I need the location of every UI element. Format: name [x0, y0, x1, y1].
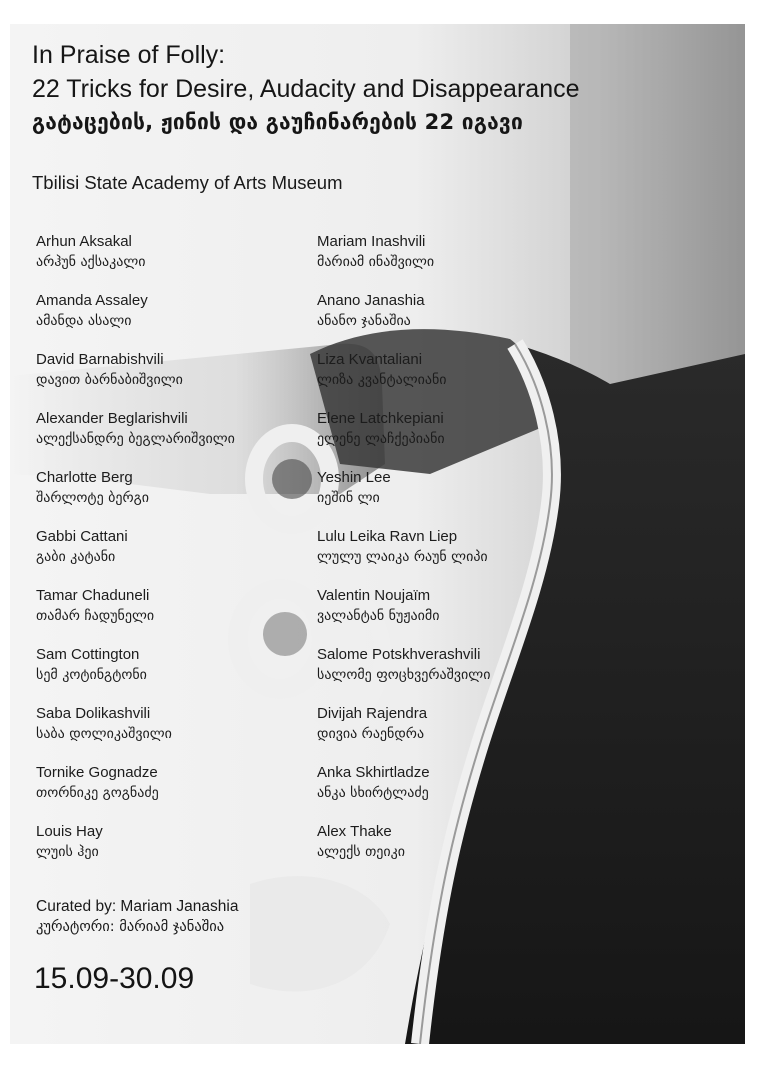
- artist-name-en: Anka Skhirtladze: [317, 764, 430, 781]
- title-line-1: In Praise of Folly:: [32, 41, 226, 69]
- artist-name-en: Louis Hay: [36, 823, 103, 840]
- artist-name-ka: გაბი კატანი: [36, 549, 116, 565]
- artist-name-ka: ელენე ლაჩქეპიანი: [317, 431, 445, 447]
- artist-name-ka: ალექსანდრე ბეგლარიშვილი: [36, 431, 235, 447]
- artist-name-en: Saba Dolikashvili: [36, 705, 151, 722]
- venue: Tbilisi State Academy of Arts Museum: [32, 172, 343, 193]
- artist-name-ka: არჰუნ აქსაკალი: [36, 254, 146, 270]
- artist-entry: [36, 468, 235, 527]
- exhibition-poster: [10, 24, 745, 1044]
- artist-entry: [317, 409, 490, 468]
- artist-name-ka: სალომე ფოცხვერაშვილი: [317, 667, 491, 683]
- artist-name-en: Arhun Aksakal: [36, 233, 132, 250]
- artist-entry: [317, 645, 490, 704]
- artist-name-ka: შარლოტე ბერგი: [36, 490, 150, 506]
- artist-name-en: Tamar Chaduneli: [36, 587, 150, 604]
- artist-name-en: Mariam Inashvili: [317, 233, 426, 250]
- artist-entry: [317, 763, 490, 822]
- artist-entry: [317, 822, 490, 881]
- artist-entry: [36, 527, 235, 586]
- artist-name-en: Charlotte Berg: [36, 469, 133, 486]
- artist-name-en: Alexander Beglarishvili: [36, 410, 188, 427]
- artist-entry: [36, 291, 235, 350]
- curator-ka: კურატორი: მარიამ ჯანაშია: [36, 919, 225, 935]
- artist-name-en: Valentin Noujaïm: [317, 587, 431, 604]
- artist-entry: [36, 763, 235, 822]
- artist-name-en: Tornike Gognadze: [36, 764, 158, 781]
- artist-name-en: Lulu Leika Ravn Liep: [317, 528, 458, 545]
- title-georgian: გატაცების, ჟინის და გაუჩინარების 22 იგავი: [32, 110, 523, 134]
- artist-entry: [36, 586, 235, 645]
- artist-name-en: Elene Latchkepiani: [317, 410, 444, 427]
- artist-name-en: Amanda Assaley: [36, 292, 148, 309]
- title-line-2: 22 Tricks for Desire, Audacity and Disappearance: [32, 75, 580, 103]
- exhibition-dates: 15.09-30.09: [34, 962, 195, 995]
- artist-entry: [317, 704, 490, 763]
- artist-name-ka: ანანო ჯანაშია: [317, 313, 411, 329]
- artist-name-en: Anano Janashia: [317, 292, 425, 309]
- curator-en: Curated by: Mariam Janashia: [36, 898, 239, 915]
- artist-name-ka: ალექს თეიკი: [317, 844, 406, 860]
- curator-credit: [36, 896, 238, 938]
- artists-right-column: [317, 232, 490, 881]
- artist-name-ka: მარიამ ინაშვილი: [317, 254, 435, 270]
- artist-name-en: Yeshin Lee: [317, 469, 391, 486]
- artist-entry: [317, 586, 490, 645]
- artist-entry: [317, 291, 490, 350]
- artist-name-en: Sam Cottington: [36, 646, 140, 663]
- artist-entry: [36, 232, 235, 291]
- artist-name-ka: ვალანტან ნუჟაიმი: [317, 608, 440, 624]
- artist-name-en: David Barnabishvili: [36, 351, 164, 368]
- artist-name-en: Liza Kvantaliani: [317, 351, 423, 368]
- artist-entry: [36, 350, 235, 409]
- artist-name-ka: ანკა სხირტლაძე: [317, 785, 429, 801]
- artist-name-en: Alex Thake: [317, 823, 392, 840]
- artist-entry: [36, 822, 235, 881]
- artist-name-ka: იეშინ ლი: [317, 490, 380, 506]
- artist-name-ka: ამანდა ასალი: [36, 313, 132, 329]
- artist-entry: [317, 232, 490, 291]
- artist-entry: [36, 704, 235, 763]
- artist-entry: [317, 468, 490, 527]
- artist-name-ka: დივია რაენდრა: [317, 726, 425, 742]
- artists-left-column: [36, 232, 235, 881]
- artist-name-ka: დავით ბარნაბიშვილი: [36, 372, 183, 388]
- artist-name-ka: საბა დოლიკაშვილი: [36, 726, 172, 742]
- artist-name-ka: თამარ ჩადუნელი: [36, 608, 155, 624]
- artist-name-ka: ლიზა კვანტალიანი: [317, 372, 447, 388]
- artist-name-en: Divijah Rajendra: [317, 705, 428, 722]
- artist-name-en: Salome Potskhverashvili: [317, 646, 481, 663]
- artist-entry: [36, 409, 235, 468]
- artist-name-ka: თორნიკე გოგნაძე: [36, 785, 159, 801]
- artist-name-ka: ლუის ჰეი: [36, 844, 99, 860]
- artist-entry: [317, 350, 490, 409]
- artist-name-ka: სემ კოტინგტონი: [36, 667, 147, 683]
- title-block: [32, 38, 732, 138]
- artist-name-en: Gabbi Cattani: [36, 528, 128, 545]
- artist-entry: [36, 645, 235, 704]
- artist-name-ka: ლულუ ლაიკა რაუნ ლიპი: [317, 549, 488, 565]
- artist-entry: [317, 527, 490, 586]
